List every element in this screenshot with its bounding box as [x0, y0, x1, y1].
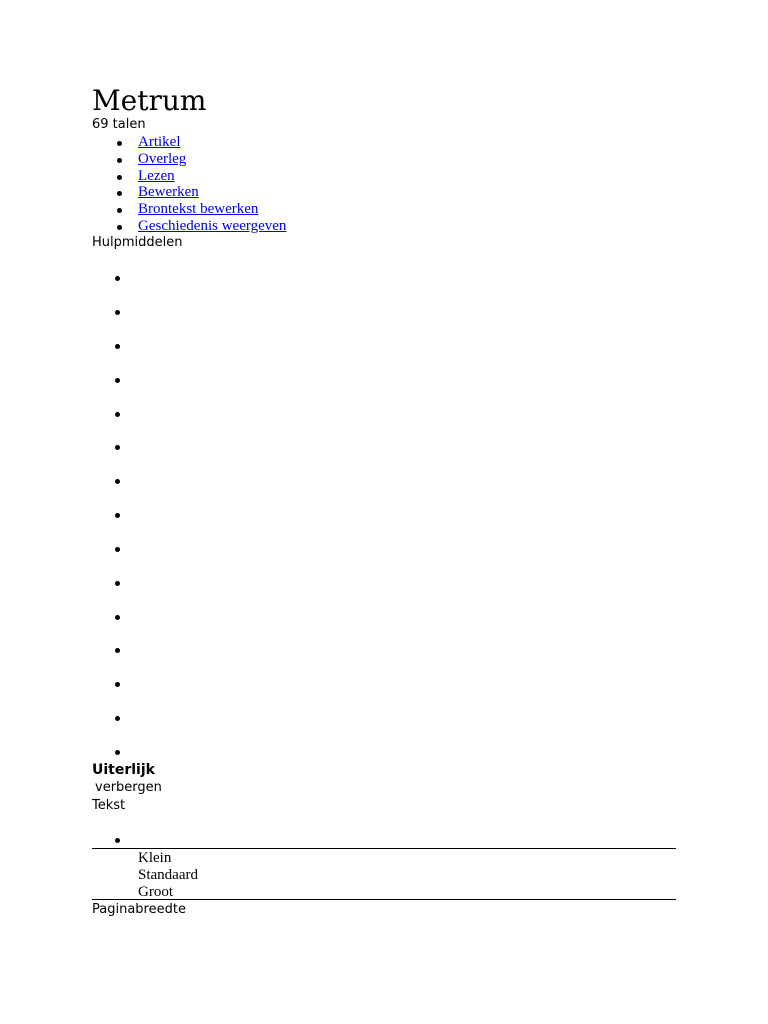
tools-list-item [115, 412, 120, 417]
tools-list-item [115, 344, 120, 349]
text-size-list-item [115, 838, 120, 843]
text-size-large-option[interactable]: Groot [138, 884, 173, 900]
nav-item-article [92, 134, 286, 151]
page-title: Metrum [92, 84, 207, 117]
nav-item-talk [92, 151, 286, 168]
nav-item-history [92, 218, 286, 235]
tab-read[interactable]: Lezen [138, 167, 175, 184]
tools-list-item [115, 581, 120, 586]
tools-list-item [115, 750, 120, 755]
text-size-label: Tekst [92, 798, 126, 813]
tools-list-item [115, 648, 120, 653]
tools-menu-label[interactable]: Hulpmiddelen [92, 235, 183, 250]
tab-article[interactable]: Artikel [138, 134, 181, 150]
tools-list-item [115, 378, 120, 383]
page-width-label: Paginabreedte [92, 902, 186, 917]
tab-talk[interactable]: Overleg [138, 150, 187, 167]
tools-list-item [115, 716, 120, 721]
tools-list-item [115, 445, 120, 450]
text-size-standard-option[interactable]: Standaard [138, 867, 198, 883]
language-count-button[interactable]: 69 talen [92, 117, 146, 132]
tab-edit-source[interactable]: Brontekst bewerken [138, 201, 259, 218]
tools-list-item [115, 479, 120, 484]
text-size-options [92, 848, 676, 900]
tab-history[interactable]: Geschiedenis weergeven [138, 217, 287, 234]
tab-edit[interactable]: Bewerken [138, 184, 199, 201]
nav-item-edit [92, 184, 286, 201]
tools-list-item [115, 310, 120, 315]
text-size-small-option[interactable]: Klein [138, 850, 172, 866]
appearance-heading: Uiterlijk [92, 762, 155, 778]
tools-list-item [115, 682, 120, 687]
tools-list-item [115, 547, 120, 552]
tools-list-item [115, 615, 120, 620]
appearance-hide-button[interactable] [92, 780, 162, 796]
tools-list-item [115, 513, 120, 518]
nav-item-edit-source [92, 201, 286, 218]
appearance-hide-label: verbergen [95, 780, 162, 795]
nav-item-read [92, 168, 286, 185]
page-actions-list [92, 134, 286, 235]
tools-list-item [115, 276, 120, 281]
